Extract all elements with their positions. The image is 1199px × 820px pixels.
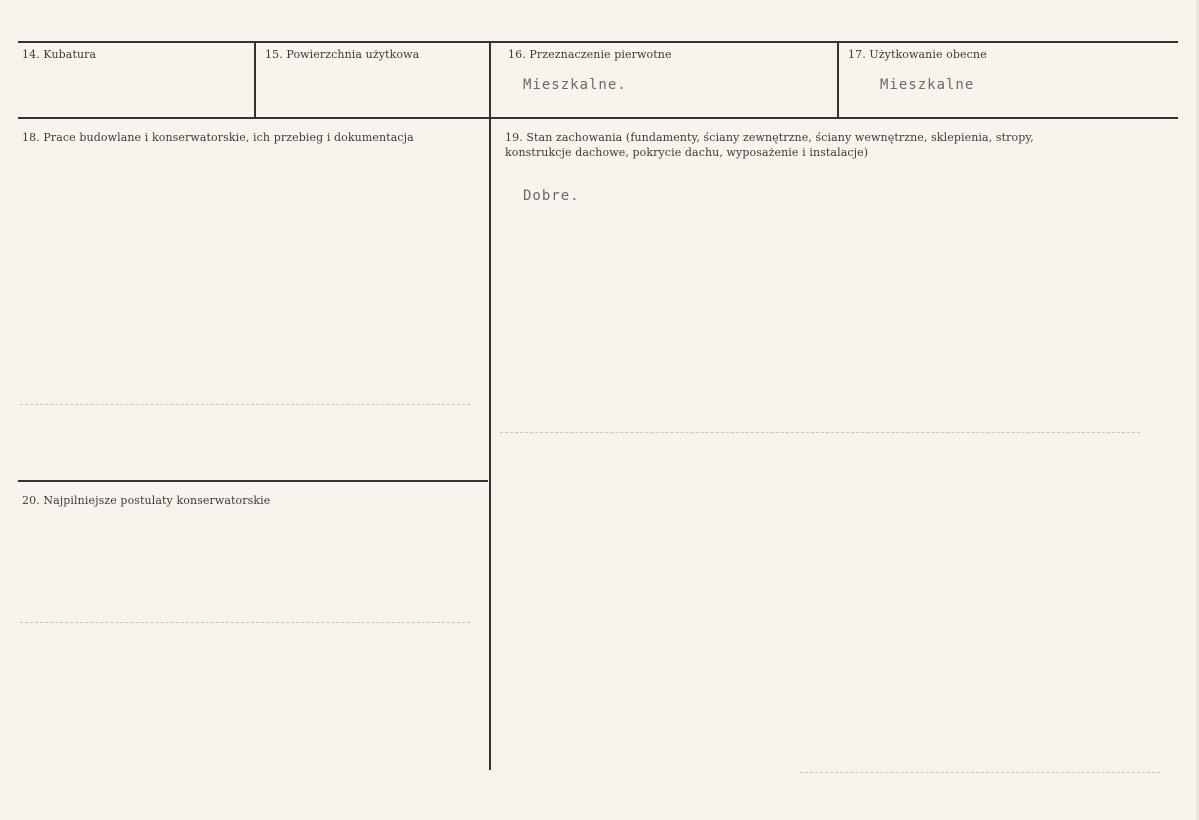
field-16-label: 16. Przeznaczenie pierwotne (508, 48, 672, 61)
show-through-line (20, 622, 470, 624)
field-17-label: 17. Użytkowanie obecne (848, 48, 987, 61)
field-19-label-line1: 19. Stan zachowania (fundamenty, ściany zewnętrzne, ściany wewnętrzne, sklepienia, stropy, (505, 131, 1034, 144)
row1-bottom-line (18, 117, 1178, 119)
show-through-line (500, 432, 1140, 434)
field-15-label: 15. Powierzchnia użytkowa (265, 48, 420, 61)
col-divider-15-16 (489, 41, 491, 770)
col-divider-14-15 (254, 41, 256, 118)
show-through-line (20, 404, 470, 406)
left-middle-divider-line (18, 480, 488, 482)
field-16-value: Mieszkalne. (523, 77, 627, 93)
field-14-label: 14. Kubatura (22, 48, 97, 61)
field-19-value: Dobre. (523, 188, 580, 204)
top-border-line (18, 41, 1178, 43)
col-divider-16-17 (837, 41, 839, 118)
show-through-line (800, 772, 1160, 774)
field-19-label-line2: konstrukcje dachowe, pokrycie dachu, wyposażenie i instalacje) (505, 146, 869, 159)
field-18-label: 18. Prace budowlane i konserwatorskie, ich przebieg i dokumentacja (22, 131, 414, 144)
field-17-value: Mieszkalne (880, 77, 975, 93)
field-20-label: 20. Najpilniejsze postulaty konserwatorskie (22, 494, 271, 507)
